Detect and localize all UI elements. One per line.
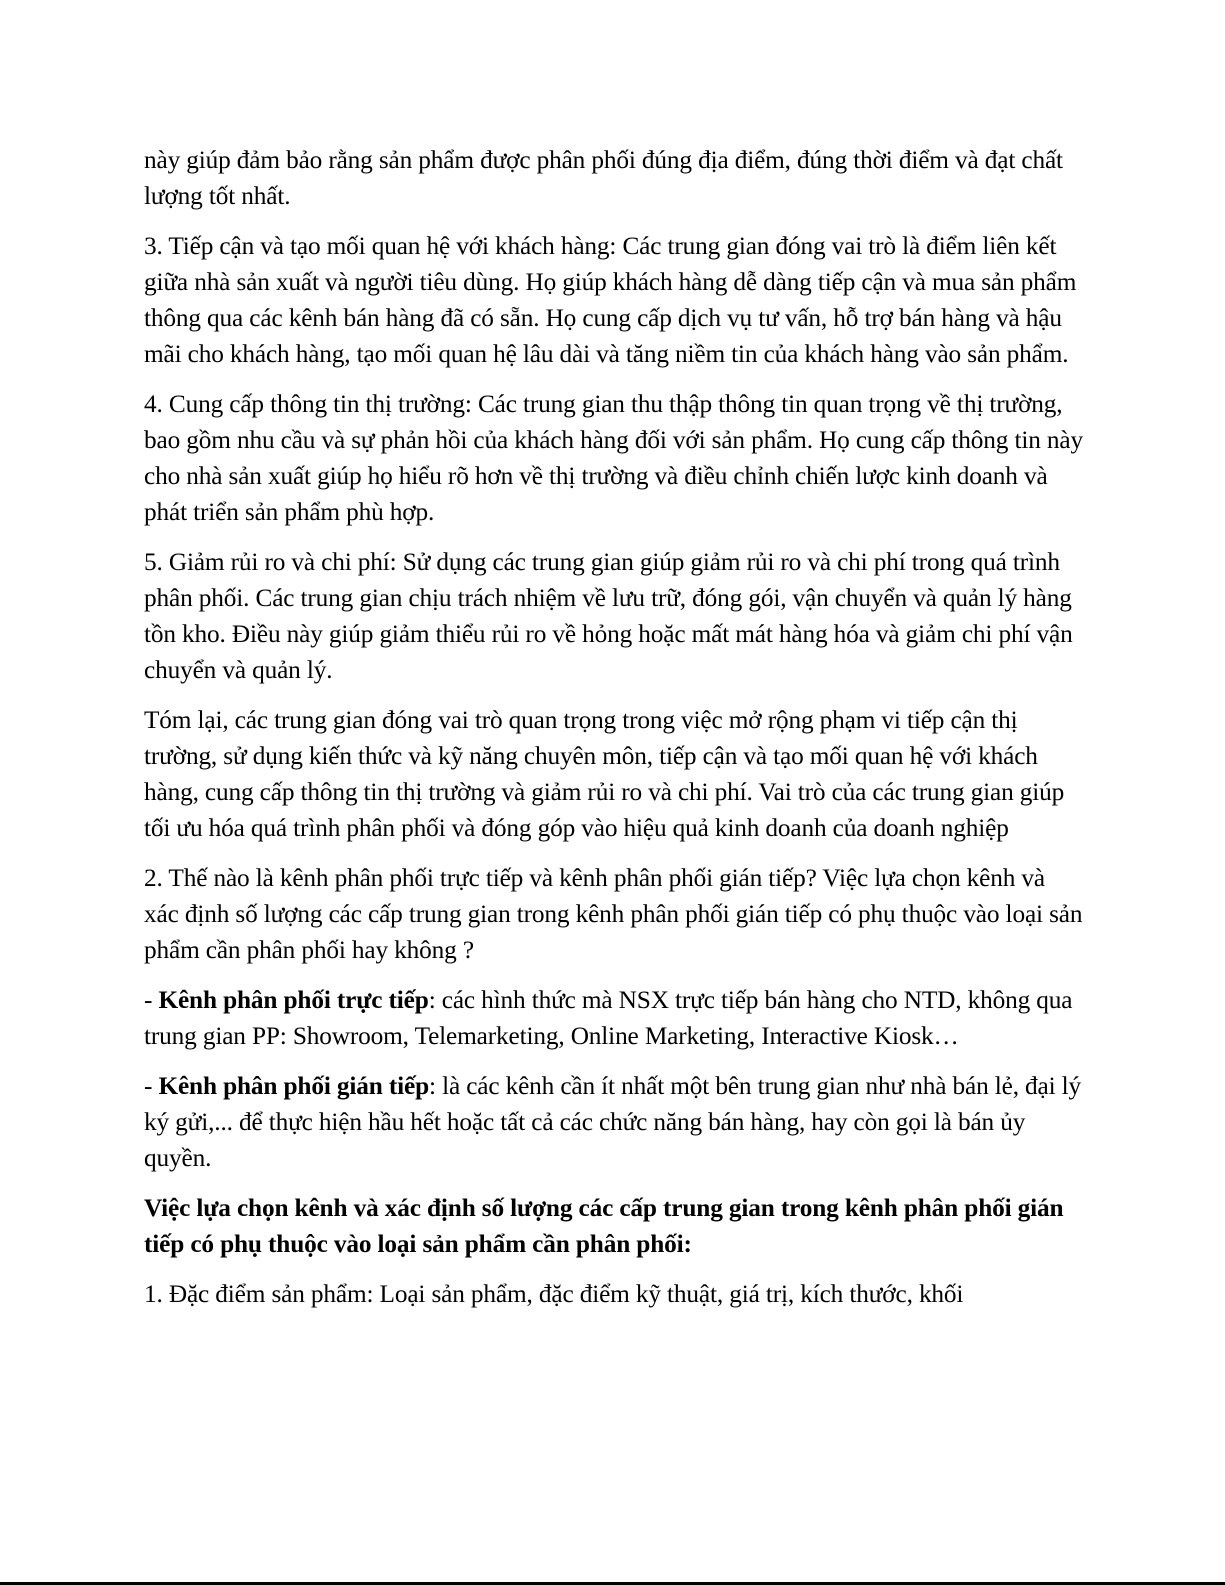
paragraph-customer-relations: 3. Tiếp cận và tạo mối quan hệ với khách hàng: Các trung gian đóng vai trò là điểm liên kết giữa nhà sản xuất và người tiêu dùng. Họ giúp khách hàng dễ dàng tiếp cận và mua sản phẩm thông qua các kênh bán hàng đã có sẵn. Họ cung cấp dịch vụ tư vấn, hỗ trợ bán hàng và hậu mãi cho khách hàng, tạo mối quan hệ lâu dài và tăng niềm tin của khách hàng vào sản phẩm. [144, 232, 1077, 368]
indirect-channel-definition [144, 1068, 1084, 1176]
indirect-channel-text: : là các kênh cần ít nhất một bên trung gian như nhà bán lẻ, đại lý ký gửi,... để thực hiện hầu hết hoặc tất cả các chức năng bán hàng, hay còn gọi là bán ủy quyền. [144, 1072, 1082, 1172]
bold-heading-text: Việc lựa chọn kênh và xác định số lượng các cấp trung gian trong kênh phân phối gián tiếp có phụ thuộc vào loại sản phẩm cần phân phối: [144, 1194, 1064, 1258]
direct-channel-term: Kênh phân phối trực tiếp [158, 986, 429, 1014]
paragraph-risk-cost: 5. Giảm rủi ro và chi phí: Sử dụng các trung gian giúp giảm rủi ro và chi phí trong quá trình phân phối. Các trung gian chịu trách nhiệm về lưu trữ, đóng gói, vận chuyển và quản lý hàng tồn kho. Điều này giúp giảm thiểu rủi ro về hỏng hoặc mất mát hàng hóa và giảm chi phí vận chuyển và quản lý. [144, 548, 1073, 684]
list-dash: - [144, 986, 159, 1014]
paragraph-product-characteristics: 1. Đặc điểm sản phẩm: Loại sản phẩm, đặc điểm kỹ thuật, giá trị, kích thước, khối [144, 1280, 964, 1308]
direct-channel-text: : các hình thức mà NSX trực tiếp bán hàng cho NTD, không qua trung gian PP: Showroom, Telemarketing, Online Marketing, Interactive Kiosk… [144, 986, 1073, 1050]
bold-section-heading [144, 1190, 1084, 1262]
paragraph-summary: Tóm lại, các trung gian đóng vai trò quan trọng trong việc mở rộng phạm vi tiếp cận thị trường, sử dụng kiến thức và kỹ năng chuyên môn, tiếp cận và tạo mối quan hệ với khách hàng, cung cấp thông tin thị trường và giảm rủi ro và chi phí. Vai trò của các trung gian giúp tối ưu hóa quá trình phân phối và đóng góp vào hiệu quả kinh doanh của doanh nghiệp [144, 706, 1065, 842]
list-dash: - [144, 1072, 159, 1100]
direct-channel-definition [144, 982, 1084, 1054]
paragraph-market-information: 4. Cung cấp thông tin thị trường: Các trung gian thu thập thông tin quan trọng về thị trường, bao gồm nhu cầu và sự phản hồi của khách hàng đối với sản phẩm. Họ cung cấp thông tin này cho nhà sản xuất giúp họ hiểu rõ hơn về thị trường và điều chỉnh chiến lược kinh doanh và phát triển sản phẩm phù hợp. [144, 390, 1083, 526]
paragraph-quality: này giúp đảm bảo rằng sản phẩm được phân phối đúng địa điểm, đúng thời điểm và đạt chất lượng tốt nhất. [144, 146, 1063, 210]
indirect-channel-term: Kênh phân phối gián tiếp [158, 1072, 430, 1100]
document-body [144, 142, 1084, 1326]
question-heading: 2. Thế nào là kênh phân phối trực tiếp và kênh phân phối gián tiếp? Việc lựa chọn kênh và xác định số lượng các cấp trung gian trong kênh phân phối gián tiếp có phụ thuộc vào loại sản phẩm cần phân phối hay không ? [144, 864, 1083, 964]
